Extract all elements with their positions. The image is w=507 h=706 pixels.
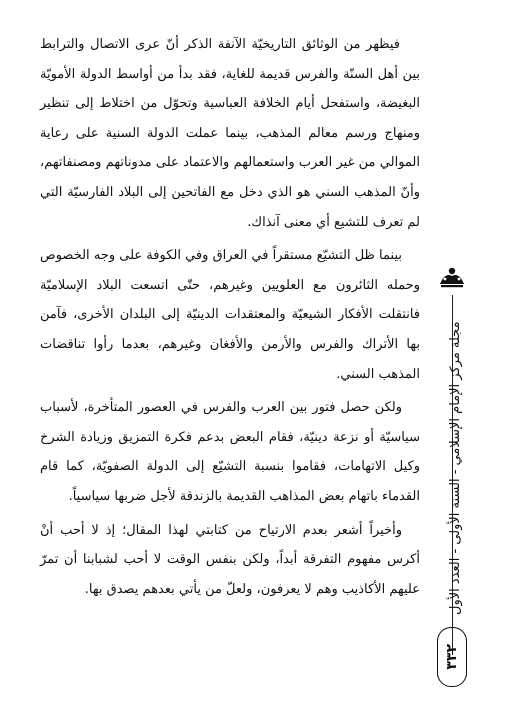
decorative-emblem-icon xyxy=(437,262,467,292)
page-number-badge xyxy=(437,627,467,687)
paragraph-1: فيظهر من الوثائق التاريخيّة الآنفة الذكر أنّ عرى الاتصال والترابط بين أهل السنّة والفرس قديمة للغاية، فقد بدأ من أواسط الدولة الأمويّة البغيضة، واستفحل أيام الخلافة العباسية وتحوّل من اختلاط إلى تنظير ومنهاج ورسم معالم المذهب، بينما عملت الدولة السنية على رعاية الموالي من غير العرب واستعمالهم والاعتماد على مدوناتهم ومصنفاتهم، وأنّ المذهب السني هو الذي دخل مع الفاتحين إلى البلاد الفارسيّة التي لم تعرف للتشيع أي معنى آنذاك. xyxy=(40,37,420,230)
article-body xyxy=(40,30,420,608)
running-title: مجلة مركز الإمام الإسلامي - السنة الأولى - العدد الأول xyxy=(448,321,463,615)
paragraph-2: بينما ظل التشيّع مستقراً في العراق وفي الكوفة على وجه الخصوص وحمله الثائرون مع العلويين وغيرهم، حتّى اتسعت البلاد الإسلاميّة فانتقلت الأفكار الشيعيّة والمعتقدات الدينيّة إلى البلدان الأخرى، فآمن بها الأتراك والفرس والأرمن والأفغان وغيرهم، بعدما رأوا تناقضات المذهب السني. xyxy=(40,248,420,382)
paragraph-3: ولكن حصل فتور بين العرب والفرس في العصور المتأخرة، لأسباب سياسيّة أو نزعة دينيّة، فقام البعض بدعم فكرة التمزيق وزيادة الشرخ وكيل الاتهامات، فقاموا بنسبة التشيّع إلى الدولة الصفويّة، كما قام القدماء باتهام بعض المذاهب القديمة بالزندقة لأجل ضربها سياسياً. xyxy=(40,400,420,504)
paragraph-4: وأخيراً أشعر بعدم الارتياح من كتابتي لهذا المقال؛ إذ لا أحب أنْ أكرس مفهوم التفرقة أبداً، ولكن بنفس الوقت لا أحب لشبابنا أن تمرّ عليهم الأكاذيب وهم لا يعرفون، ولعلّ من يأتي بعدهم يصدق بها. xyxy=(40,522,420,597)
page-number: ٣٣٢ xyxy=(444,644,460,670)
